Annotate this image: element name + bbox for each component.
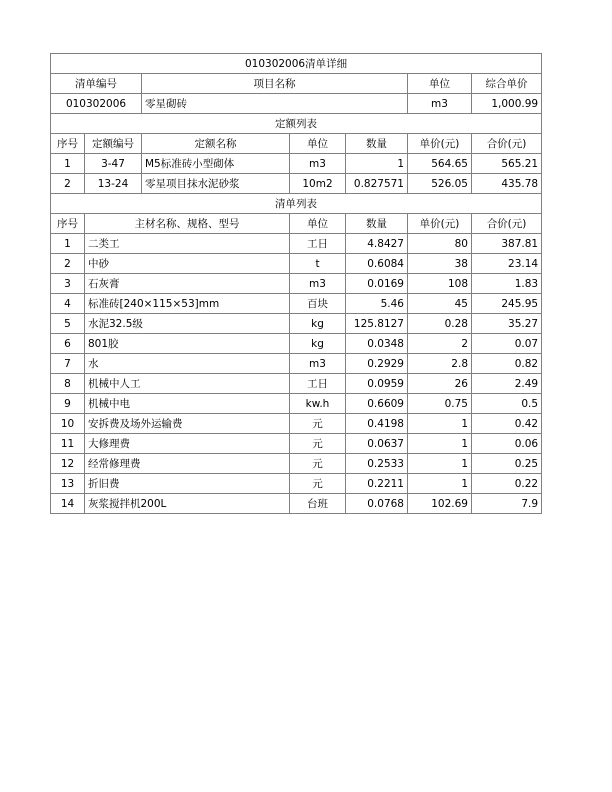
item-unit: m3 [408, 94, 472, 114]
material-price: 1 [408, 434, 472, 454]
material-price: 2.8 [408, 354, 472, 374]
quota-row [51, 174, 542, 194]
material-index: 14 [51, 494, 85, 514]
material-name: 折旧费 [85, 474, 290, 494]
material-row [51, 354, 542, 374]
material-index: 10 [51, 414, 85, 434]
material-qty: 0.0768 [346, 494, 408, 514]
quota-index: 2 [51, 174, 85, 194]
material-total: 0.82 [472, 354, 542, 374]
quota-unit: m3 [290, 154, 346, 174]
material-qty: 125.8127 [346, 314, 408, 334]
quota-code: 3-47 [85, 154, 142, 174]
material-total: 1.83 [472, 274, 542, 294]
material-price: 80 [408, 234, 472, 254]
material-row [51, 294, 542, 314]
material-unit: kg [290, 314, 346, 334]
material-qty: 0.2929 [346, 354, 408, 374]
material-name: 石灰膏 [85, 274, 290, 294]
material-index: 3 [51, 274, 85, 294]
material-row [51, 254, 542, 274]
material-name: 安拆费及场外运输费 [85, 414, 290, 434]
quota-code: 13-24 [85, 174, 142, 194]
quota-col-index: 序号 [51, 134, 85, 154]
sheet-title: 010302006清单详细 [51, 54, 542, 74]
item-name-header: 项目名称 [142, 74, 408, 94]
material-total: 387.81 [472, 234, 542, 254]
quota-col-qty: 数量 [346, 134, 408, 154]
material-unit: t [290, 254, 346, 274]
item-row [51, 94, 542, 114]
material-col-unit: 单位 [290, 214, 346, 234]
material-name: 经常修理费 [85, 454, 290, 474]
material-col-index: 序号 [51, 214, 85, 234]
item-price: 1,000.99 [472, 94, 542, 114]
material-index: 11 [51, 434, 85, 454]
item-code-header: 清单编号 [51, 74, 142, 94]
quota-col-name: 定额名称 [142, 134, 290, 154]
material-unit: m3 [290, 354, 346, 374]
title-row [51, 54, 542, 74]
material-price: 1 [408, 454, 472, 474]
material-row [51, 414, 542, 434]
material-total: 0.22 [472, 474, 542, 494]
material-section-row [51, 194, 542, 214]
material-index: 9 [51, 394, 85, 414]
item-unit-header: 单位 [408, 74, 472, 94]
material-row [51, 334, 542, 354]
quota-col-code: 定额编号 [85, 134, 142, 154]
material-index: 8 [51, 374, 85, 394]
quota-qty: 1 [346, 154, 408, 174]
material-total: 0.42 [472, 414, 542, 434]
material-price: 0.75 [408, 394, 472, 414]
material-price: 102.69 [408, 494, 472, 514]
quota-price: 526.05 [408, 174, 472, 194]
material-price: 45 [408, 294, 472, 314]
material-row [51, 434, 542, 454]
material-total: 0.07 [472, 334, 542, 354]
material-unit: 工日 [290, 374, 346, 394]
material-name: 标准砖[240×115×53]mm [85, 294, 290, 314]
quota-total: 565.21 [472, 154, 542, 174]
material-unit: 元 [290, 414, 346, 434]
quota-name: 零星项目抹水泥砂浆 [142, 174, 290, 194]
material-index: 13 [51, 474, 85, 494]
material-price: 108 [408, 274, 472, 294]
material-col-qty: 数量 [346, 214, 408, 234]
material-unit: 台班 [290, 494, 346, 514]
item-code: 010302006 [51, 94, 142, 114]
quota-qty: 0.827571 [346, 174, 408, 194]
material-row [51, 234, 542, 254]
material-unit: 元 [290, 474, 346, 494]
material-row [51, 274, 542, 294]
material-row [51, 494, 542, 514]
material-qty: 0.6084 [346, 254, 408, 274]
quota-col-price: 单价(元) [408, 134, 472, 154]
material-unit: kw.h [290, 394, 346, 414]
material-row [51, 394, 542, 414]
material-name: 灰浆搅拌机200L [85, 494, 290, 514]
material-index: 2 [51, 254, 85, 274]
material-total: 7.9 [472, 494, 542, 514]
material-unit: m3 [290, 274, 346, 294]
material-price: 1 [408, 474, 472, 494]
quota-price: 564.65 [408, 154, 472, 174]
material-unit: 元 [290, 434, 346, 454]
quota-section-row [51, 114, 542, 134]
material-price: 38 [408, 254, 472, 274]
material-name: 801胶 [85, 334, 290, 354]
material-total: 0.5 [472, 394, 542, 414]
material-qty: 0.0169 [346, 274, 408, 294]
material-row [51, 474, 542, 494]
material-index: 1 [51, 234, 85, 254]
quota-col-total: 合价(元) [472, 134, 542, 154]
material-total: 0.25 [472, 454, 542, 474]
material-row [51, 314, 542, 334]
quota-index: 1 [51, 154, 85, 174]
material-unit: 百块 [290, 294, 346, 314]
material-col-price: 单价(元) [408, 214, 472, 234]
material-col-total: 合价(元) [472, 214, 542, 234]
material-qty: 4.8427 [346, 234, 408, 254]
material-row [51, 374, 542, 394]
material-total: 35.27 [472, 314, 542, 334]
material-qty: 0.0348 [346, 334, 408, 354]
material-total: 245.95 [472, 294, 542, 314]
item-price-header: 综合单价 [472, 74, 542, 94]
material-index: 12 [51, 454, 85, 474]
quota-row [51, 154, 542, 174]
quota-unit: 10m2 [290, 174, 346, 194]
detail-sheet [50, 53, 542, 514]
material-index: 7 [51, 354, 85, 374]
material-name: 中砂 [85, 254, 290, 274]
material-total: 23.14 [472, 254, 542, 274]
material-qty: 0.0959 [346, 374, 408, 394]
material-total: 2.49 [472, 374, 542, 394]
quota-section-title: 定额列表 [51, 114, 542, 134]
item-name: 零星砌砖 [142, 94, 408, 114]
material-price: 26 [408, 374, 472, 394]
material-qty: 5.46 [346, 294, 408, 314]
material-index: 6 [51, 334, 85, 354]
material-qty: 0.6609 [346, 394, 408, 414]
quota-total: 435.78 [472, 174, 542, 194]
material-qty: 0.2211 [346, 474, 408, 494]
material-unit: 工日 [290, 234, 346, 254]
material-index: 5 [51, 314, 85, 334]
item-header-row [51, 74, 542, 94]
material-row [51, 454, 542, 474]
material-name: 水泥32.5级 [85, 314, 290, 334]
material-index: 4 [51, 294, 85, 314]
material-unit: 元 [290, 454, 346, 474]
material-name: 大修理费 [85, 434, 290, 454]
material-qty: 0.2533 [346, 454, 408, 474]
material-header-row [51, 214, 542, 234]
material-name: 机械中电 [85, 394, 290, 414]
material-total: 0.06 [472, 434, 542, 454]
quota-name: M5标准砖小型砌体 [142, 154, 290, 174]
quota-col-unit: 单位 [290, 134, 346, 154]
material-qty: 0.4198 [346, 414, 408, 434]
material-price: 0.28 [408, 314, 472, 334]
material-name: 机械中人工 [85, 374, 290, 394]
material-price: 2 [408, 334, 472, 354]
material-unit: kg [290, 334, 346, 354]
material-section-title: 清单列表 [51, 194, 542, 214]
material-col-name: 主材名称、规格、型号 [85, 214, 290, 234]
material-name: 二类工 [85, 234, 290, 254]
quota-header-row [51, 134, 542, 154]
material-name: 水 [85, 354, 290, 374]
material-price: 1 [408, 414, 472, 434]
material-qty: 0.0637 [346, 434, 408, 454]
